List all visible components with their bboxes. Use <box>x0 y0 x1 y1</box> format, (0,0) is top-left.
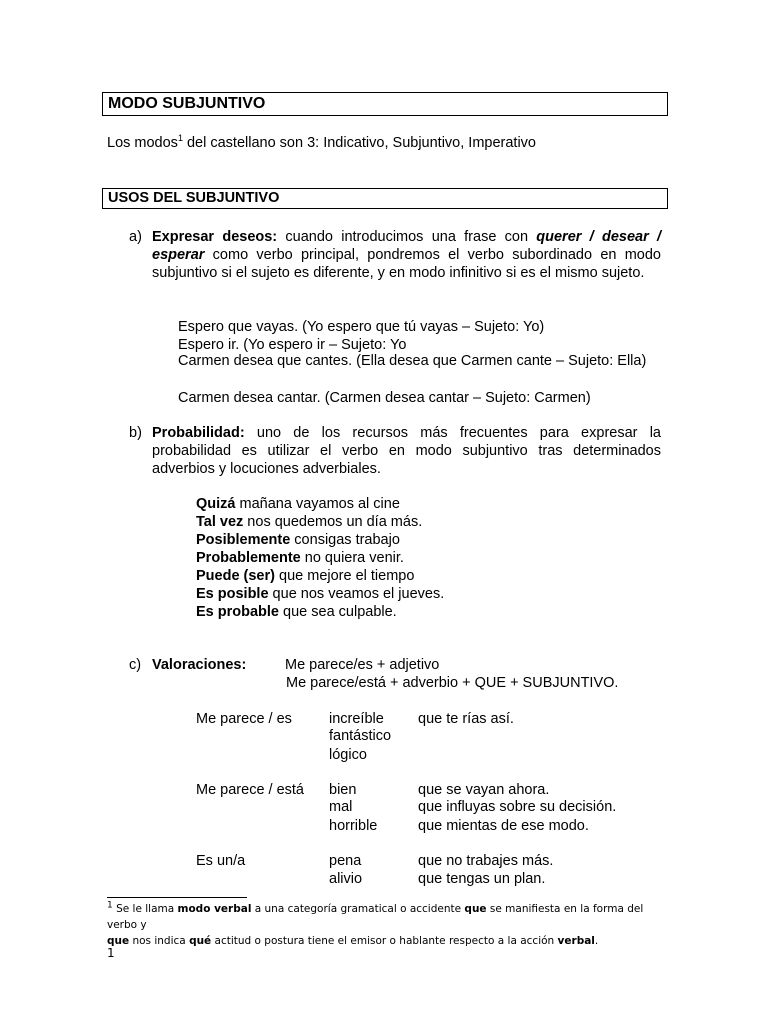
item-b-text: uno de los recursos más frecuentes para expresar la probabilidad es utilizar el verbo en modo subjuntivo tras determinados adverbios y locuciones adverbiales. <box>152 425 661 477</box>
section-title: USOS DEL SUBJUNTIVO <box>108 190 280 206</box>
adverb: Posiblemente <box>196 532 291 548</box>
adverb: Es posible <box>196 586 269 602</box>
example-rest: que sea culpable. <box>279 604 397 620</box>
group-adjective: fantástico <box>329 728 392 744</box>
example-b-5 <box>196 567 414 585</box>
footnote-part: nos indica <box>129 935 190 947</box>
group-clause: que se vayan ahora. <box>418 782 550 798</box>
example-b-3 <box>196 531 400 549</box>
group-adverb: bien <box>329 782 357 798</box>
example-a-3: Carmen desea que cantes. (Ella desea que Carmen cante – Sujeto: Ella) <box>178 353 647 369</box>
group-clause: que influyas sobre su decisión. <box>418 799 617 815</box>
group-adverb: mal <box>329 799 353 815</box>
footnote-part: Se le llama <box>112 903 178 915</box>
adverb: Probablemente <box>196 550 301 566</box>
section-box <box>102 188 668 209</box>
example-rest: no quiera venir. <box>300 550 404 566</box>
item-a-verbs: querer / desear / esperar <box>152 229 662 263</box>
footnote-part: actitud o postura tiene el emisor o hablante respecto a la acción <box>211 935 558 947</box>
group-clause: que tengas un plan. <box>418 871 546 887</box>
intro-prefix: Los modos <box>107 135 178 151</box>
example-b-2 <box>196 513 422 531</box>
group-adjective: increíble <box>329 711 384 727</box>
item-a-paragraph <box>152 228 661 282</box>
example-a-1: Espero que vayas. (Yo espero que tú vayas – Sujeto: Yo) <box>178 319 545 335</box>
page-number: 1 <box>107 946 115 960</box>
example-rest: consigas trabajo <box>290 532 400 548</box>
example-rest: que mejore el tiempo <box>274 568 415 584</box>
item-a-text1: cuando introducimos una frase con <box>277 229 537 245</box>
group-adjective: lógico <box>329 747 367 763</box>
adverb: Puede (ser) <box>196 568 275 584</box>
example-b-6 <box>196 585 444 603</box>
item-c-marker: c) <box>129 657 142 673</box>
item-a-text2: como verbo principal, pondremos el verbo subordinado en modo subjuntivo si el sujeto es diferente, y en modo infinitivo si es el mismo sujeto. <box>152 247 661 281</box>
example-rest: mañana vayamos al cine <box>235 496 400 512</box>
group-noun: pena <box>329 853 362 869</box>
footnote-part: se manifiesta en la forma del verbo y <box>107 903 644 931</box>
footnote-separator <box>107 897 247 898</box>
title-box <box>102 92 668 116</box>
footnote-bold: verbal <box>557 935 595 947</box>
adverb: Quizá <box>196 496 236 512</box>
item-b-paragraph <box>152 424 661 478</box>
group-lead: Me parece / está <box>196 782 304 798</box>
footnote-bold: que <box>107 935 130 947</box>
footnote-number: 1 <box>107 900 113 911</box>
adverb: Es probable <box>196 604 279 620</box>
footnote-text <box>107 901 667 949</box>
example-rest: que nos veamos el jueves. <box>268 586 445 602</box>
group-noun: alivio <box>329 871 363 887</box>
example-b-4 <box>196 549 404 567</box>
item-a-label: Expresar deseos: <box>152 229 278 245</box>
example-rest: nos quedemos un día más. <box>243 514 423 530</box>
example-a-2: Espero ir. (Yo espero ir – Sujeto: Yo <box>178 337 407 353</box>
footnote-part: . <box>594 935 599 947</box>
item-a-marker: a) <box>129 229 142 245</box>
item-b-marker: b) <box>129 425 142 441</box>
footnote-ref: 1 <box>177 133 183 144</box>
adverb: Tal vez <box>196 514 244 530</box>
footnote-part: a una categoría gramatical o accidente <box>251 903 465 915</box>
group-lead: Me parece / es <box>196 711 292 727</box>
group-clause: que te rías así. <box>418 711 514 727</box>
group-clause: que no trabajes más. <box>418 853 554 869</box>
example-b-7 <box>196 603 397 621</box>
item-b-label: Probabilidad: <box>152 425 245 441</box>
item-c-label: Valoraciones: <box>152 657 247 673</box>
example-b-1 <box>196 495 400 513</box>
footnote-bold: modo verbal <box>177 903 252 915</box>
intro-line <box>107 134 536 152</box>
page-title: MODO SUBJUNTIVO <box>108 95 266 112</box>
footnote-bold: que <box>464 903 487 915</box>
item-c-line1: Me parece/es + adjetivo <box>285 657 440 673</box>
group-adverb: horrible <box>329 818 378 834</box>
example-a-4: Carmen desea cantar. (Carmen desea cantar – Sujeto: Carmen) <box>178 390 591 406</box>
intro-rest: del castellano son 3: Indicativo, Subjuntivo, Imperativo <box>182 135 536 151</box>
item-c-line2: Me parece/está + adverbio + QUE + SUBJUNTIVO. <box>286 675 619 691</box>
footnote-bold: qué <box>189 935 212 947</box>
group-lead: Es un/a <box>196 853 246 869</box>
group-clause: que mientas de ese modo. <box>418 818 589 834</box>
